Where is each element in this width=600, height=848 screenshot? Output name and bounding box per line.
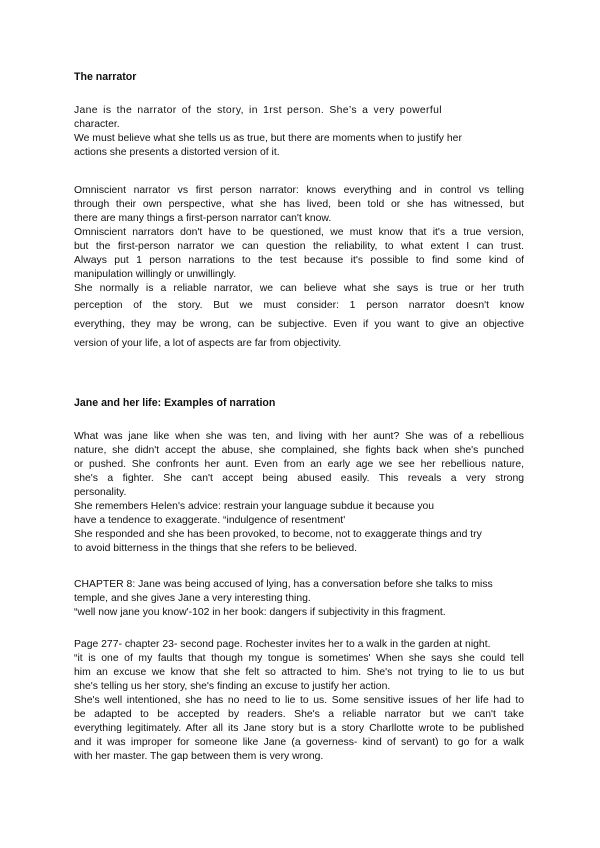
- text-line: be adapted to be accepted by readers. She's a reliable narrator but we can't take: [74, 709, 524, 720]
- text-line: to avoid bitterness in the things that she refers to be believed.: [74, 543, 358, 554]
- text-line: with her master. The gap between them is very wrong.: [74, 751, 324, 762]
- text-line: but the first-person narrator we can question the reliability, to what extent I can trust.: [74, 241, 524, 252]
- text-line: version of your life, a lot of aspects are far from objectivity.: [74, 338, 342, 349]
- text-line: she's telling us her story, she's finding an excuse to justify her action.: [74, 681, 391, 692]
- paragraph-narrator-intro: [74, 104, 524, 160]
- text-line: temple, and she gives Jane a very interesting thing.: [74, 593, 311, 604]
- section-heading-jane-life: Jane and her life: Examples of narration: [74, 397, 276, 409]
- paragraph-jane-childhood: [74, 430, 524, 556]
- text-line: What was jane like when she was ten, and living with her aunt? She was of a rebellious: [74, 431, 524, 442]
- text-line: him an excuse we know that she felt so attracted to him. She's not trying to lie to us but: [74, 667, 524, 678]
- text-line: everything legitimately. After all its Jane story but is a story Charllotte wrote to be published: [74, 723, 524, 734]
- text-line: through their own perspective, what she has lived, been told or she has witnessed, but: [74, 199, 524, 210]
- text-line: “it is one of my faults that though my tongue is sometimes' When she says she could tell: [74, 653, 524, 664]
- paragraph-chapter-8: [74, 578, 524, 620]
- text-line: She normally is a reliable narrator, we can believe what she says is true or her truth: [74, 283, 524, 294]
- text-line: nature, she didn't accept the abuse, she complained, she fights back when she's punched: [74, 445, 524, 456]
- paragraph-page-277: [74, 638, 524, 764]
- text-line: Omniscient narrators don't have to be questioned, we must know that it's a true version,: [74, 227, 524, 238]
- text-line: Page 277- chapter 23- second page. Rochester invites her to a walk in the garden at night.: [74, 639, 491, 650]
- text-line: have a tendence to exaggerate. “indulgence of resentment': [74, 515, 346, 526]
- text-line: We must believe what she tells us as true, but there are moments when to justify her: [74, 133, 462, 144]
- text-line: manipulation willingly or unwillingly.: [74, 269, 237, 280]
- text-line: actions she presents a distorted version of it.: [74, 147, 280, 158]
- text-line: and it was improper for someone like Jane (a governess- kind of servant) to go for a walk: [74, 737, 524, 748]
- text-line: “well now jane you know'-102 in her book: dangers if subjectivity in this fragment.: [74, 607, 446, 618]
- text-line: there are many things a first-person narrator can't know.: [74, 213, 332, 224]
- text-line: perception of the story. But we must consider: 1 person narrator doesn't know: [74, 300, 524, 311]
- text-line: She responded and she has been provoked, to become, not to exaggerate things and try: [74, 529, 482, 540]
- text-line: she's a fighter. She can't accept being abused easily. This reveals a very strong: [74, 473, 524, 484]
- text-line: CHAPTER 8: Jane was being accused of lying, has a conversation before she talks to miss: [74, 579, 493, 590]
- text-line: She's well intentioned, she has no need to lie to us. Some sensitive issues of her life had to: [74, 695, 524, 706]
- text-line: Always put 1 person narrations to the test because it's possible to find some kind of: [74, 255, 524, 266]
- text-line: She remembers Helen's advice: restrain your language subdue it because you: [74, 501, 435, 512]
- text-line: Omniscient narrator vs first person narrator: knows everything and in control vs telling: [74, 185, 524, 196]
- section-heading-narrator: The narrator: [74, 71, 137, 83]
- text-line: or pushed. She confronts her aunt. Even from an early age we see her rebellious nature,: [74, 459, 524, 470]
- text-line: personality.: [74, 487, 127, 498]
- paragraph-narrator-types: [74, 184, 524, 353]
- text-line: character.: [74, 119, 120, 130]
- text-line: everything, they may be wrong, can be subjective. Even if you want to give an objective: [74, 319, 524, 330]
- text-line: Jane is the narrator of the story, in 1rst person. She’s a very powerful: [74, 105, 442, 116]
